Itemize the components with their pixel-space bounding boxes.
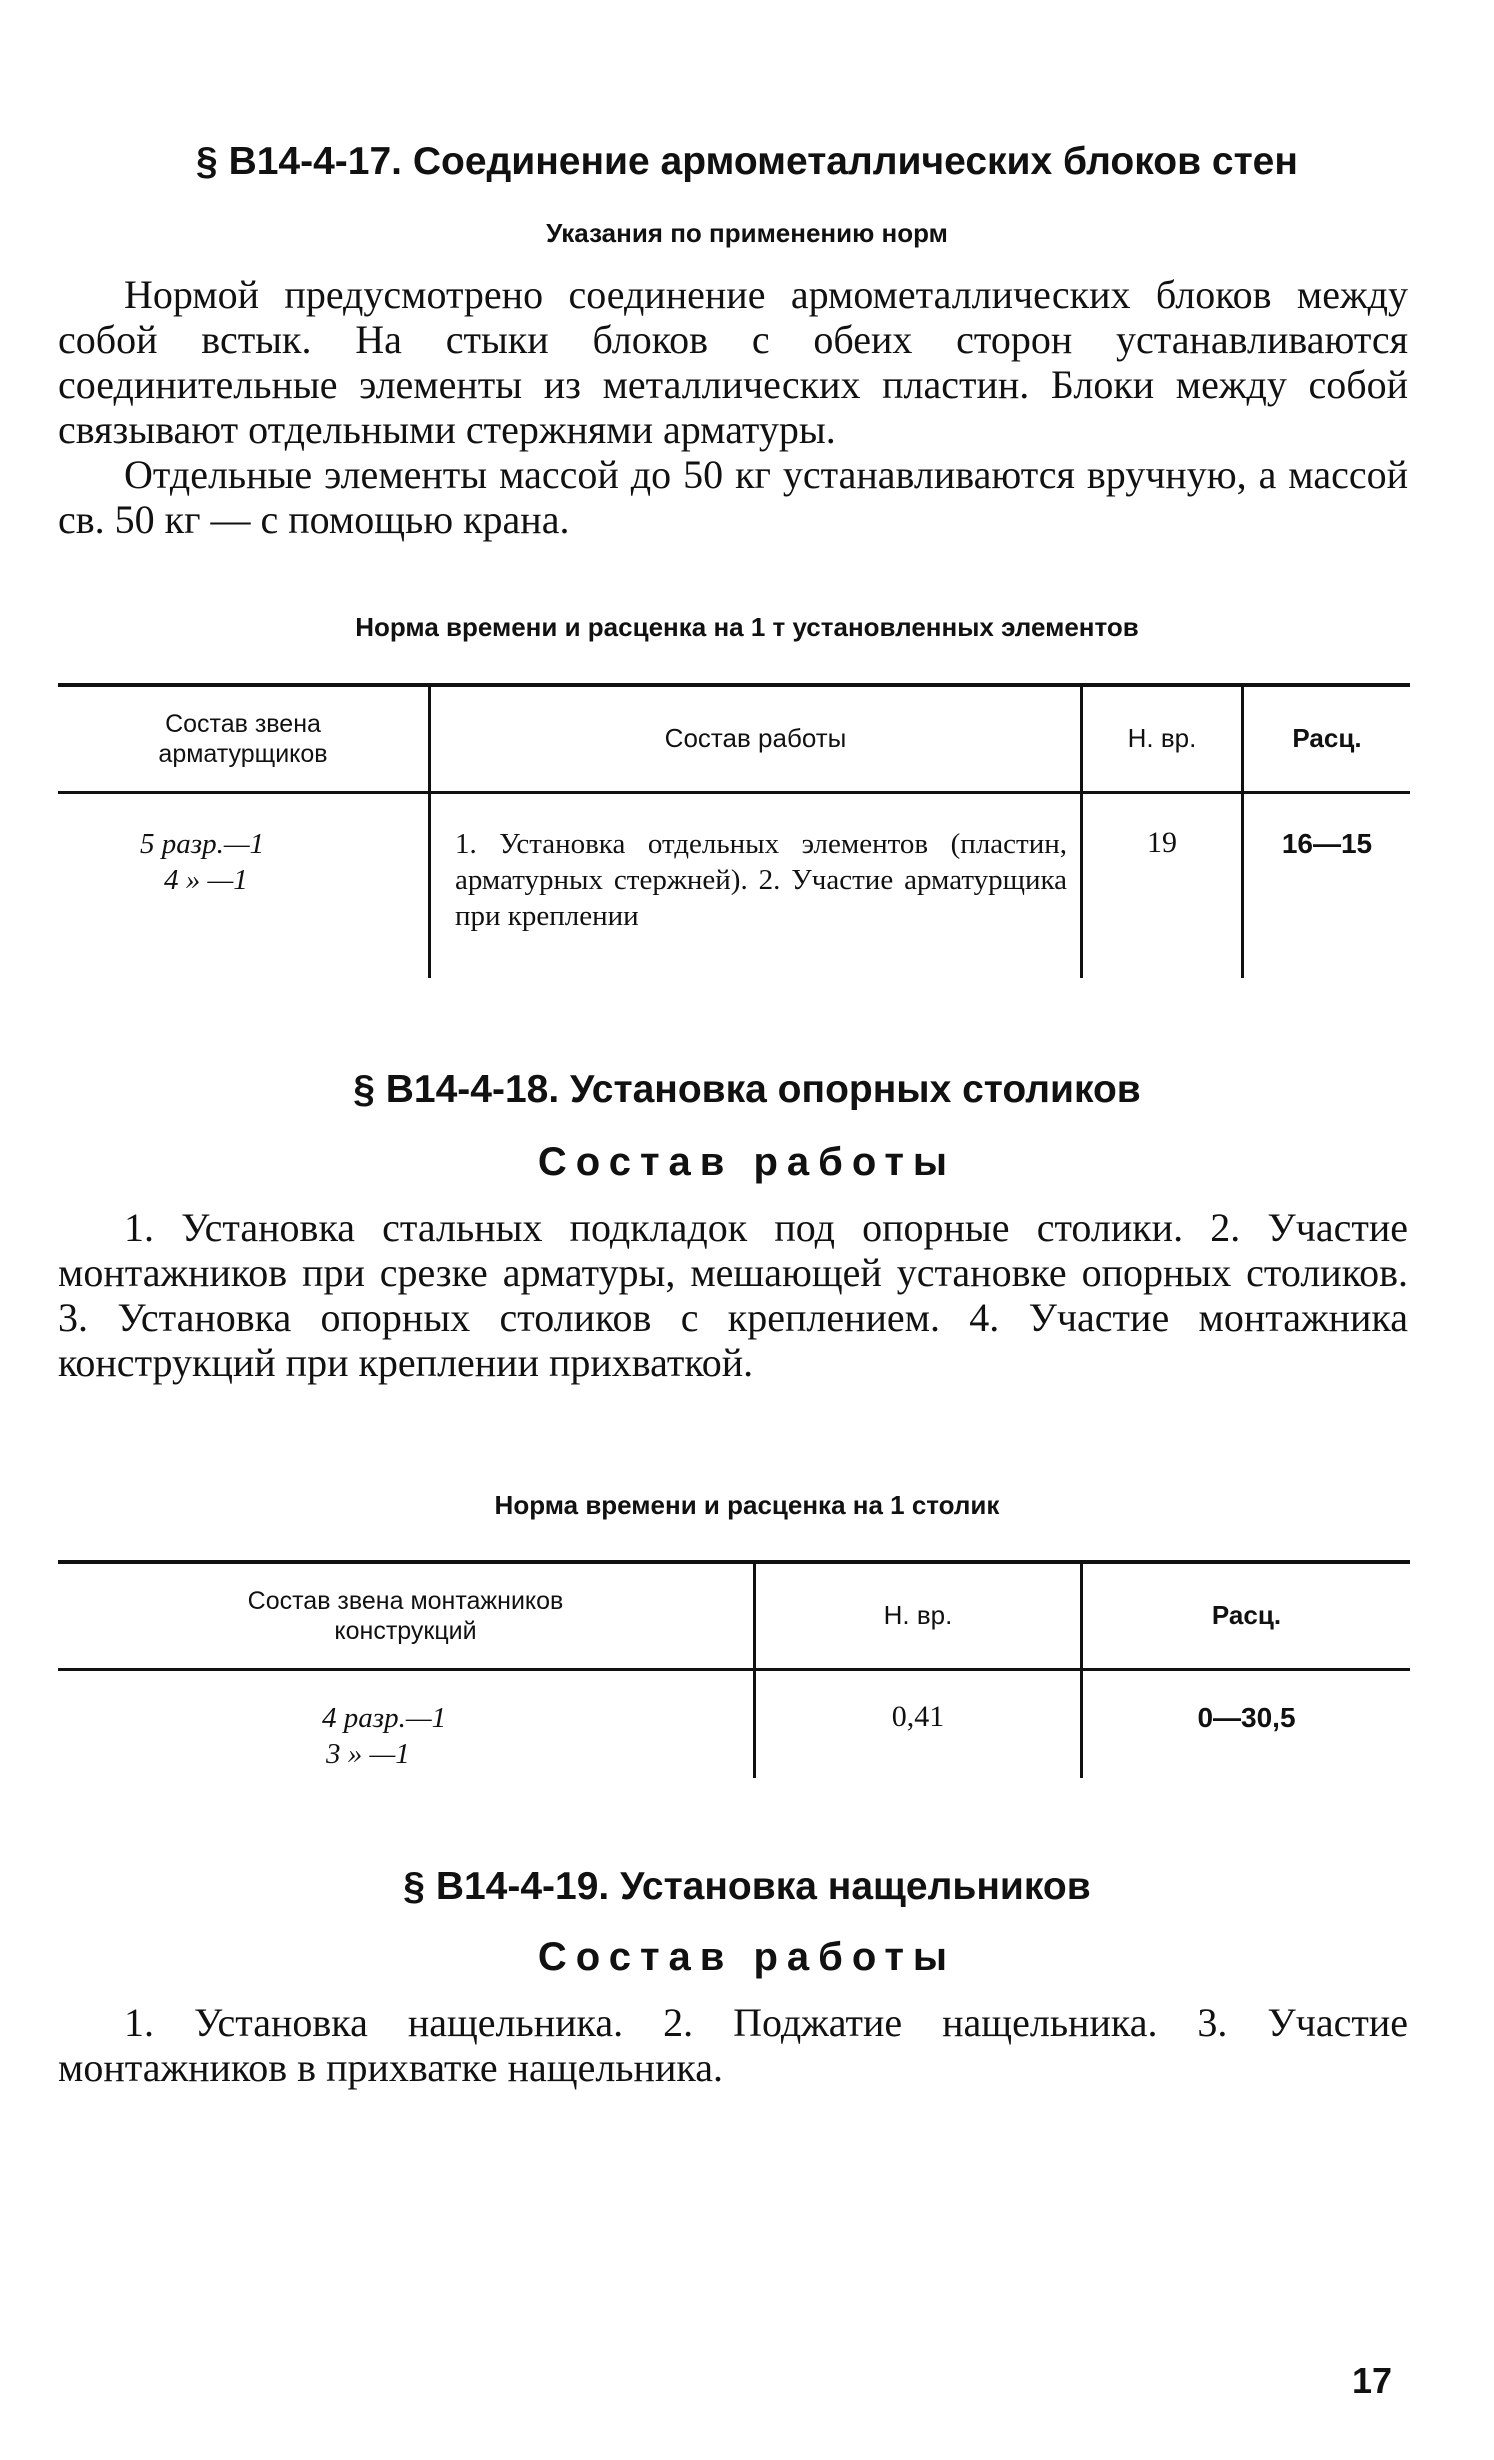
section-subtitle-18: Состав работы — [537, 1140, 957, 1184]
table-18-rate: 0—30,5 — [1197, 1702, 1296, 1733]
table-17-header-time: Н. вр. — [1127, 723, 1197, 753]
paragraph-17-2 — [58, 452, 1408, 542]
table-17-work: 1. Установка отдельных элементов (пластин, арматурных стержней). 2. Участие арматурщика при креплении — [455, 828, 1067, 932]
section-title-19: § В14-4-19. Установка нащельников — [403, 1865, 1091, 1908]
table-17-rate: 16—15 — [1281, 828, 1373, 859]
paragraph-17-1-text: Нормой предусмотрено соединение армометаллических блоков между собой встык. На стыки блоков с обеих сторон устанавливаются соединительные элементы из металлических пластин. Блоки между собой связывают отдельными стержнями арматуры. — [58, 272, 1408, 452]
table-17-crew-line1: 5 разр.—1 — [140, 828, 265, 860]
table-caption-18: Норма времени и расценка на 1 столик — [494, 1490, 1000, 1520]
section-title-18: § В14-4-18. Установка опорных столиков — [353, 1068, 1141, 1111]
table-18-header-rate: Расц. — [1211, 1600, 1282, 1630]
paragraph-17-2-text: Отдельные элементы массой до 50 кг устанавливаются вручную, а массой св. 50 кг — с помощью крана. — [58, 452, 1408, 542]
table-18-crew-line1: 4 разр.—1 — [322, 1702, 447, 1734]
section-subtitle-19: Состав работы — [537, 1935, 957, 1979]
table-17-crew-line2: 4 » —1 — [164, 864, 248, 896]
table-18-header-time: Н. вр. — [883, 1600, 953, 1630]
table-17-header-work: Состав работы — [664, 723, 847, 753]
table-18-time: 0,41 — [891, 1700, 945, 1733]
paragraph-18-1-text: 1. Установка стальных подкладок под опорные столики. 2. Участие монтажников при срезке арматуры, мешающей установке опорных столиков. 3. Установка опорных столиков с креплением. 4. Участие монтажника конструкций при креплении прихваткой. — [58, 1205, 1408, 1385]
table-17-header-crew: Состав звена арматурщиков — [158, 709, 328, 768]
table-caption-17: Норма времени и расценка на 1 т установленных элементов — [355, 612, 1139, 642]
section-title-17: § В14-4-17. Соединение армометаллических блоков стен — [196, 140, 1298, 183]
table-18-header-crew: Состав звена монтажников конструкций — [247, 1586, 564, 1645]
table-18-crew-line2: 3 » —1 — [326, 1738, 410, 1770]
paragraph-18-1 — [58, 1205, 1408, 1385]
table-17-header-rate: Расц. — [1292, 723, 1362, 753]
page-number: 17 — [1352, 2360, 1393, 2401]
section-subtitle-17: Указания по применению норм — [546, 218, 948, 248]
paragraph-19-1 — [58, 2000, 1408, 2090]
paragraph-19-1-text: 1. Установка нащельника. 2. Поджатие нащельника. 3. Участие монтажников в прихватке нащельника. — [58, 2000, 1408, 2090]
table-17-time: 19 — [1147, 826, 1177, 859]
paragraph-17-1 — [58, 272, 1408, 452]
